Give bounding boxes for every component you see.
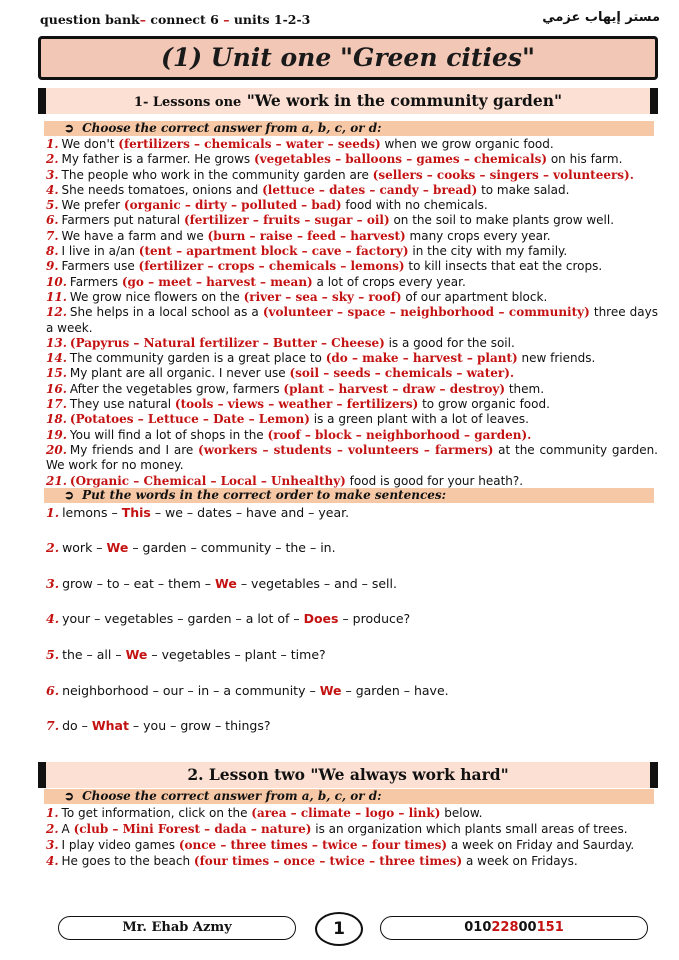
question-number: 19. bbox=[46, 427, 67, 442]
arrow-icon: ➲ bbox=[64, 121, 75, 135]
question-text-before: We grow nice flowers on the bbox=[69, 289, 244, 304]
question-number: 4. bbox=[46, 182, 59, 197]
question-item bbox=[46, 853, 658, 869]
section-order-heading bbox=[44, 488, 654, 503]
question-list-lesson-one bbox=[46, 137, 658, 489]
order-words-before: grow – to – eat – them – bbox=[62, 576, 216, 591]
question-item bbox=[46, 259, 658, 274]
phone-part: 00 bbox=[518, 920, 537, 935]
order-words-after: – vegetables – plant – time? bbox=[147, 647, 326, 662]
header-dash: – bbox=[139, 12, 146, 27]
question-number: 12. bbox=[46, 305, 67, 320]
question-list-lesson-two bbox=[46, 805, 658, 869]
question-text-after: a lot of crops every year. bbox=[312, 274, 466, 289]
question-item bbox=[46, 366, 658, 381]
question-number: 9. bbox=[46, 259, 59, 274]
question-item bbox=[46, 336, 658, 351]
question-text-before: My plant are all organic. I never use bbox=[69, 366, 290, 381]
question-text-before: Farmers bbox=[69, 274, 122, 289]
answer-options: (do – make – harvest – plant) bbox=[325, 351, 518, 366]
order-words-after: – you – grow – things? bbox=[128, 718, 271, 733]
answer-options: (vegetables – balloons – games – chemicals) bbox=[253, 152, 548, 167]
question-item bbox=[46, 137, 658, 152]
order-keyword: We bbox=[319, 683, 342, 698]
section-choose-heading-2 bbox=[44, 789, 654, 804]
question-text-after: in the city with my family. bbox=[408, 244, 568, 259]
arrow-icon: ➲ bbox=[64, 488, 75, 502]
answer-options: (fertilizers – chemicals – water – seeds) bbox=[118, 137, 381, 151]
lesson-one-prefix: 1- Lessons one bbox=[133, 95, 242, 110]
question-text-after: three days a week. bbox=[46, 305, 658, 335]
order-number: 5. bbox=[46, 647, 60, 662]
question-text-before: They use natural bbox=[69, 397, 175, 412]
question-text-before: You will find a lot of shops in the bbox=[69, 427, 268, 442]
question-text-after: is an organization which plants small areas of trees. bbox=[311, 822, 628, 836]
order-keyword: We bbox=[215, 576, 237, 591]
question-text-after: when we grow organic food. bbox=[380, 137, 554, 151]
question-number: 7. bbox=[46, 228, 59, 243]
question-text-before: We don't bbox=[61, 137, 119, 151]
question-number: 4. bbox=[46, 854, 59, 868]
question-text-before: The people who work in the community garden are bbox=[61, 167, 373, 182]
footer-teacher-name: Mr. Ehab Azmy bbox=[58, 916, 296, 940]
order-keyword: We bbox=[106, 540, 129, 555]
question-item bbox=[46, 351, 658, 366]
question-item bbox=[46, 168, 658, 183]
question-item bbox=[46, 428, 658, 443]
section-choose-text: Choose the correct answer from a, b, c, or d: bbox=[82, 121, 382, 135]
answer-options: (Organic – Chemical – Local – Unhealthy) bbox=[69, 473, 346, 488]
question-text-before: She needs tomatoes, onions and bbox=[61, 182, 263, 197]
question-number: 13. bbox=[46, 335, 67, 350]
question-text-before: To get information, click on the bbox=[61, 806, 252, 820]
order-number: 3. bbox=[46, 576, 60, 591]
answer-options: (workers – students – volunteers – farmers) bbox=[198, 442, 494, 457]
question-text-after: of our apartment block. bbox=[401, 289, 548, 304]
answer-options: (club – Mini Forest – dada – nature) bbox=[73, 822, 312, 836]
answer-options: (fertilizer – crops – chemicals – lemons) bbox=[138, 259, 405, 274]
order-words-before: neighborhood – our – in – a community – bbox=[62, 683, 320, 698]
header-part-units: units 1-2-3 bbox=[233, 12, 311, 27]
question-number: 15. bbox=[46, 366, 67, 381]
question-text-after: on his farm. bbox=[547, 152, 623, 167]
order-item bbox=[46, 505, 349, 520]
question-text-after: is a green plant with a lot of leaves. bbox=[309, 412, 529, 427]
question-text-after: is a good for the soil. bbox=[384, 335, 515, 350]
question-text-after: to kill insects that eat the crops. bbox=[404, 259, 603, 274]
header-left bbox=[40, 12, 310, 27]
question-number: 5. bbox=[46, 198, 59, 213]
question-text-before: After the vegetables grow, farmers bbox=[69, 381, 284, 396]
page-header bbox=[40, 10, 660, 32]
answer-options: (sellers – cooks – singers – volunteers). bbox=[372, 167, 634, 182]
phone-part: 228 bbox=[491, 920, 519, 935]
question-number: 8. bbox=[46, 244, 59, 259]
answer-options: (four times – once – twice – three times) bbox=[193, 854, 463, 868]
order-item bbox=[46, 576, 397, 591]
question-item bbox=[46, 213, 658, 228]
order-words-after: – garden – have. bbox=[341, 683, 449, 698]
answer-options: (Papyrus – Natural fertilizer – Butter – Cheese) bbox=[69, 335, 385, 350]
question-text-before: I play video games bbox=[61, 838, 179, 852]
phone-part: 151 bbox=[536, 920, 564, 935]
question-text-before: Farmers put natural bbox=[61, 213, 184, 228]
question-text-after: a week on Fridays. bbox=[462, 854, 578, 868]
question-text-after: food is good for your heath?. bbox=[345, 473, 524, 488]
question-text-after: to make salad. bbox=[477, 182, 570, 197]
answer-options: (fertilizer – fruits – sugar – oil) bbox=[183, 213, 390, 228]
answer-options: (volunteer – space – neighborhood – community) bbox=[262, 305, 590, 320]
question-number: 11. bbox=[46, 289, 67, 304]
order-number: 7. bbox=[46, 718, 60, 733]
question-item bbox=[46, 152, 658, 167]
order-number: 4. bbox=[46, 611, 60, 626]
question-text-after: a week on Friday and Saurday. bbox=[447, 838, 635, 852]
question-item bbox=[46, 474, 658, 489]
question-item bbox=[46, 443, 658, 474]
question-text-after: new friends. bbox=[517, 351, 596, 366]
question-text-before: My father is a farmer. He grows bbox=[61, 152, 254, 167]
question-number: 1. bbox=[46, 137, 59, 151]
answer-options: (lettuce – dates – candy – bread) bbox=[262, 182, 478, 197]
question-item bbox=[46, 805, 658, 821]
order-words-before: the – all – bbox=[62, 647, 126, 662]
question-number: 2. bbox=[46, 152, 59, 167]
order-item bbox=[46, 540, 336, 555]
question-item bbox=[46, 229, 658, 244]
answer-options: (roof – block – neighborhood – garden). bbox=[267, 427, 532, 442]
arrow-icon: ➲ bbox=[64, 789, 75, 803]
question-item bbox=[46, 183, 658, 198]
question-text-before: He goes to the beach bbox=[61, 854, 194, 868]
order-words-before: lemons – bbox=[62, 505, 122, 520]
question-number: 18. bbox=[46, 412, 67, 427]
question-text-before: A bbox=[61, 822, 74, 836]
question-text-after: below. bbox=[440, 806, 483, 820]
order-item bbox=[46, 718, 270, 733]
order-keyword: Does bbox=[303, 611, 339, 626]
question-text-after: food with no chemicals. bbox=[341, 198, 488, 213]
answer-options: (burn – raise – feed – harvest) bbox=[207, 228, 406, 243]
order-number: 6. bbox=[46, 683, 60, 698]
header-part-book: connect 6 bbox=[150, 12, 219, 27]
answer-options: (tent – apartment block – cave – factory) bbox=[138, 244, 409, 259]
question-item bbox=[46, 275, 658, 290]
lesson-one-name: "We work in the community garden" bbox=[241, 91, 563, 110]
answer-options: (organic – dirty – polluted – bad) bbox=[123, 198, 342, 213]
question-text-before: The community garden is a great place to bbox=[69, 351, 326, 366]
question-text-before: She helps in a local school as a bbox=[69, 305, 263, 320]
question-number: 2. bbox=[46, 822, 59, 836]
answer-options: (area – climate – logo – link) bbox=[251, 806, 441, 820]
question-text-after: to grow organic food. bbox=[418, 397, 550, 412]
order-item bbox=[46, 647, 326, 662]
question-number: 21. bbox=[46, 473, 67, 488]
unit-title: (1) Unit one "Green cities" bbox=[38, 36, 658, 80]
question-number: 14. bbox=[46, 351, 67, 366]
order-keyword: What bbox=[91, 718, 129, 733]
page-number: 1 bbox=[315, 912, 363, 946]
question-number: 17. bbox=[46, 397, 67, 412]
lesson-two-title: 2. Lesson two "We always work hard" bbox=[38, 762, 658, 788]
question-item bbox=[46, 412, 658, 427]
question-item bbox=[46, 397, 658, 412]
answer-options: (tools – views – weather – fertilizers) bbox=[174, 397, 419, 412]
question-item bbox=[46, 382, 658, 397]
question-text-after: them. bbox=[505, 381, 545, 396]
order-words-after: – garden – community – the – in. bbox=[128, 540, 336, 555]
section-choose-text-2: Choose the correct answer from a, b, c, or d: bbox=[82, 789, 382, 803]
order-words-after: – vegetables – and – sell. bbox=[236, 576, 397, 591]
question-text-before: We have a farm and we bbox=[61, 228, 208, 243]
question-text-after: at the community garden. We work for no money. bbox=[46, 442, 658, 473]
order-item bbox=[46, 683, 449, 698]
answer-options: (once – three times – twice – four times) bbox=[178, 838, 448, 852]
answer-options: (soil – seeds – chemicals – water). bbox=[289, 366, 515, 381]
lesson-one-title bbox=[38, 88, 658, 114]
order-number: 2. bbox=[46, 540, 60, 555]
header-author-arabic: مستر إيهاب عزمي bbox=[542, 10, 660, 25]
order-words-before: work – bbox=[62, 540, 107, 555]
question-number: 20. bbox=[46, 442, 67, 457]
question-number: 1. bbox=[46, 806, 59, 820]
question-number: 3. bbox=[46, 167, 59, 182]
answer-options: (go – meet – harvest – mean) bbox=[121, 274, 313, 289]
answer-options: (Potatoes – Lettuce – Date – Lemon) bbox=[69, 412, 310, 427]
order-item bbox=[46, 611, 410, 626]
question-text-after: on the soil to make plants grow well. bbox=[389, 213, 615, 228]
question-text-before: We prefer bbox=[61, 198, 124, 213]
answer-options: (river – sea – sky – roof) bbox=[243, 289, 402, 304]
question-number: 3. bbox=[46, 838, 59, 852]
order-words-before: do – bbox=[62, 718, 92, 733]
header-part-bank: question bank bbox=[40, 12, 140, 27]
question-text-before: I live in a/an bbox=[61, 244, 139, 259]
order-words-after: – produce? bbox=[338, 611, 411, 626]
question-number: 10. bbox=[46, 274, 67, 289]
order-keyword: This bbox=[121, 505, 151, 520]
question-text-after: many crops every year. bbox=[405, 228, 551, 243]
question-item bbox=[46, 837, 658, 853]
question-item bbox=[46, 198, 658, 213]
section-order-text: Put the words in the correct order to make sentences: bbox=[82, 488, 447, 502]
answer-options: (plant – harvest – draw – destroy) bbox=[283, 381, 506, 396]
question-item bbox=[46, 821, 658, 837]
phone-part: 010 bbox=[464, 920, 492, 935]
question-text-before: My friends and I are bbox=[69, 442, 199, 457]
page-footer bbox=[58, 912, 648, 946]
header-dash: – bbox=[223, 12, 230, 27]
question-item bbox=[46, 305, 658, 336]
question-text-before: Farmers use bbox=[61, 259, 139, 274]
question-number: 16. bbox=[46, 381, 67, 396]
order-words-before: your – vegetables – garden – a lot of – bbox=[62, 611, 304, 626]
question-item bbox=[46, 290, 658, 305]
question-number: 6. bbox=[46, 213, 59, 228]
order-keyword: We bbox=[125, 647, 148, 662]
question-item bbox=[46, 244, 658, 259]
section-choose-heading bbox=[44, 121, 654, 136]
footer-phone bbox=[380, 916, 648, 940]
order-number: 1. bbox=[46, 505, 60, 520]
order-words-after: – we – dates – have and – year. bbox=[150, 505, 350, 520]
